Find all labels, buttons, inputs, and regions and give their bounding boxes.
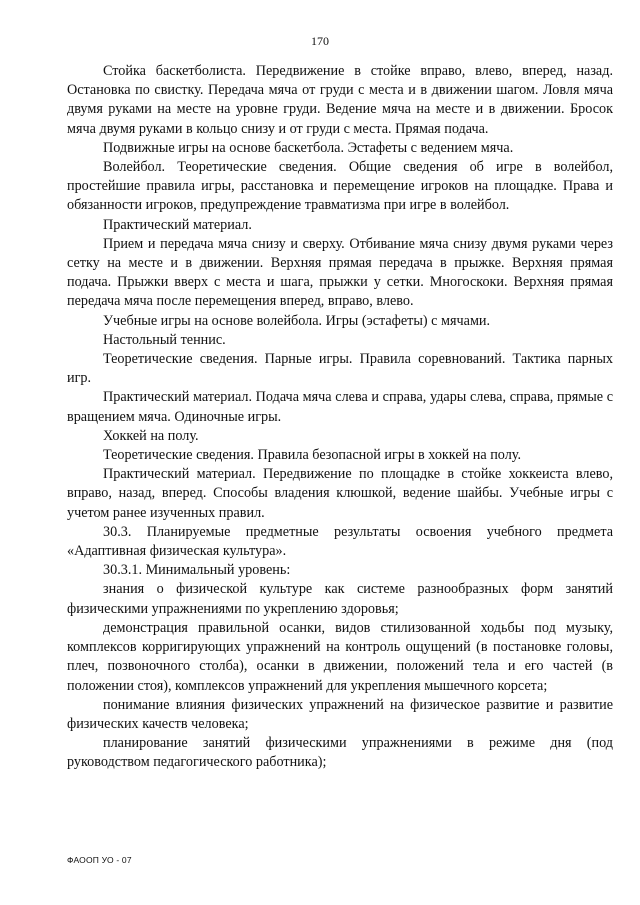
paragraph: Теоретические сведения. Парные игры. Правила соревнований. Тактика парных игр. bbox=[67, 351, 613, 387]
paragraph: Хоккей на полу. bbox=[103, 427, 199, 444]
footer-code: ФАООП УО - 07 bbox=[67, 855, 132, 865]
body-text bbox=[67, 62, 613, 773]
paragraph: Настольный теннис. bbox=[103, 331, 226, 348]
paragraph: Практический материал. Подача мяча слева и справа, удары слева, справа, прямые с вращением мяча. Одиночные игры. bbox=[67, 389, 613, 425]
paragraph: Прием и передача мяча снизу и сверху. Отбивание мяча снизу двумя руками через сетку на месте и в движении. Верхняя прямая передача в прыжке. Верхняя прямая подача. Прыжки вверх с места и шага, прыжки у сетки. Многоскоки. Верхняя прямая передача мяча после перемещения вперед, вправо, влево. bbox=[67, 235, 613, 310]
section-heading: 30.3. Планируемые предметные результаты освоения учебного предмета «Адаптивная физическая культура». bbox=[67, 523, 613, 560]
subsection-heading: 30.3.1. Минимальный уровень: bbox=[103, 562, 291, 579]
paragraph: Волейбол. Теоретические сведения. Общие сведения об игре в волейбол, простейшие правила игры, расстановка и перемещение игроков на площадке. Права и обязанности игроков, предупреждение травматизма при игре в волейбол. bbox=[67, 159, 613, 214]
paragraph: Учебные игры на основе волейбола. Игры (эстафеты) с мячами. bbox=[103, 312, 491, 329]
list-item: демонстрация правильной осанки, видов стилизованной ходьбы под музыку, комплексов корригирующих упражнений на контроль ощущений (в постановке головы, плеч, позвоночного столба), осанки в движении, положений тела и его частей (в положении стоя), комплексов упражнений для укрепления мышечного корсета; bbox=[67, 619, 613, 694]
paragraph: Практический материал. Передвижение по площадке в стойке хоккеиста влево, вправо, назад, вперед. Способы владения клюшкой, ведение шайбы. Учебные игры с учетом ранее изученных правил. bbox=[67, 466, 613, 521]
paragraph: Стойка баскетболиста. Передвижение в стойке вправо, влево, вперед, назад. Остановка по свистку. Передача мяча от груди с места и в движении шагом. Ловля мяча двумя руками на месте на уровне груди. Ведение мяча на месте и в движении. Бросок мяча двумя руками в кольцо снизу и от груди с места. Прямая подача. bbox=[67, 63, 613, 137]
list-item: планирование занятий физическими упражнениями в режиме дня (под руководством педагогического работника); bbox=[67, 735, 613, 771]
list-item: понимание влияния физических упражнений на физическое развитие и развитие физических качеств человека; bbox=[67, 696, 613, 732]
page-number: 170 bbox=[311, 34, 329, 48]
list-item: знания о физической культуре как системе разнообразных форм занятий физическими упражнениями по укреплению здоровья; bbox=[67, 581, 613, 617]
paragraph: Практический материал. bbox=[103, 216, 252, 233]
paragraph: Теоретические сведения. Правила безопасной игры в хоккей на полу. bbox=[103, 447, 522, 464]
paragraph: Подвижные игры на основе баскетбола. Эстафеты с ведением мяча. bbox=[103, 139, 514, 156]
